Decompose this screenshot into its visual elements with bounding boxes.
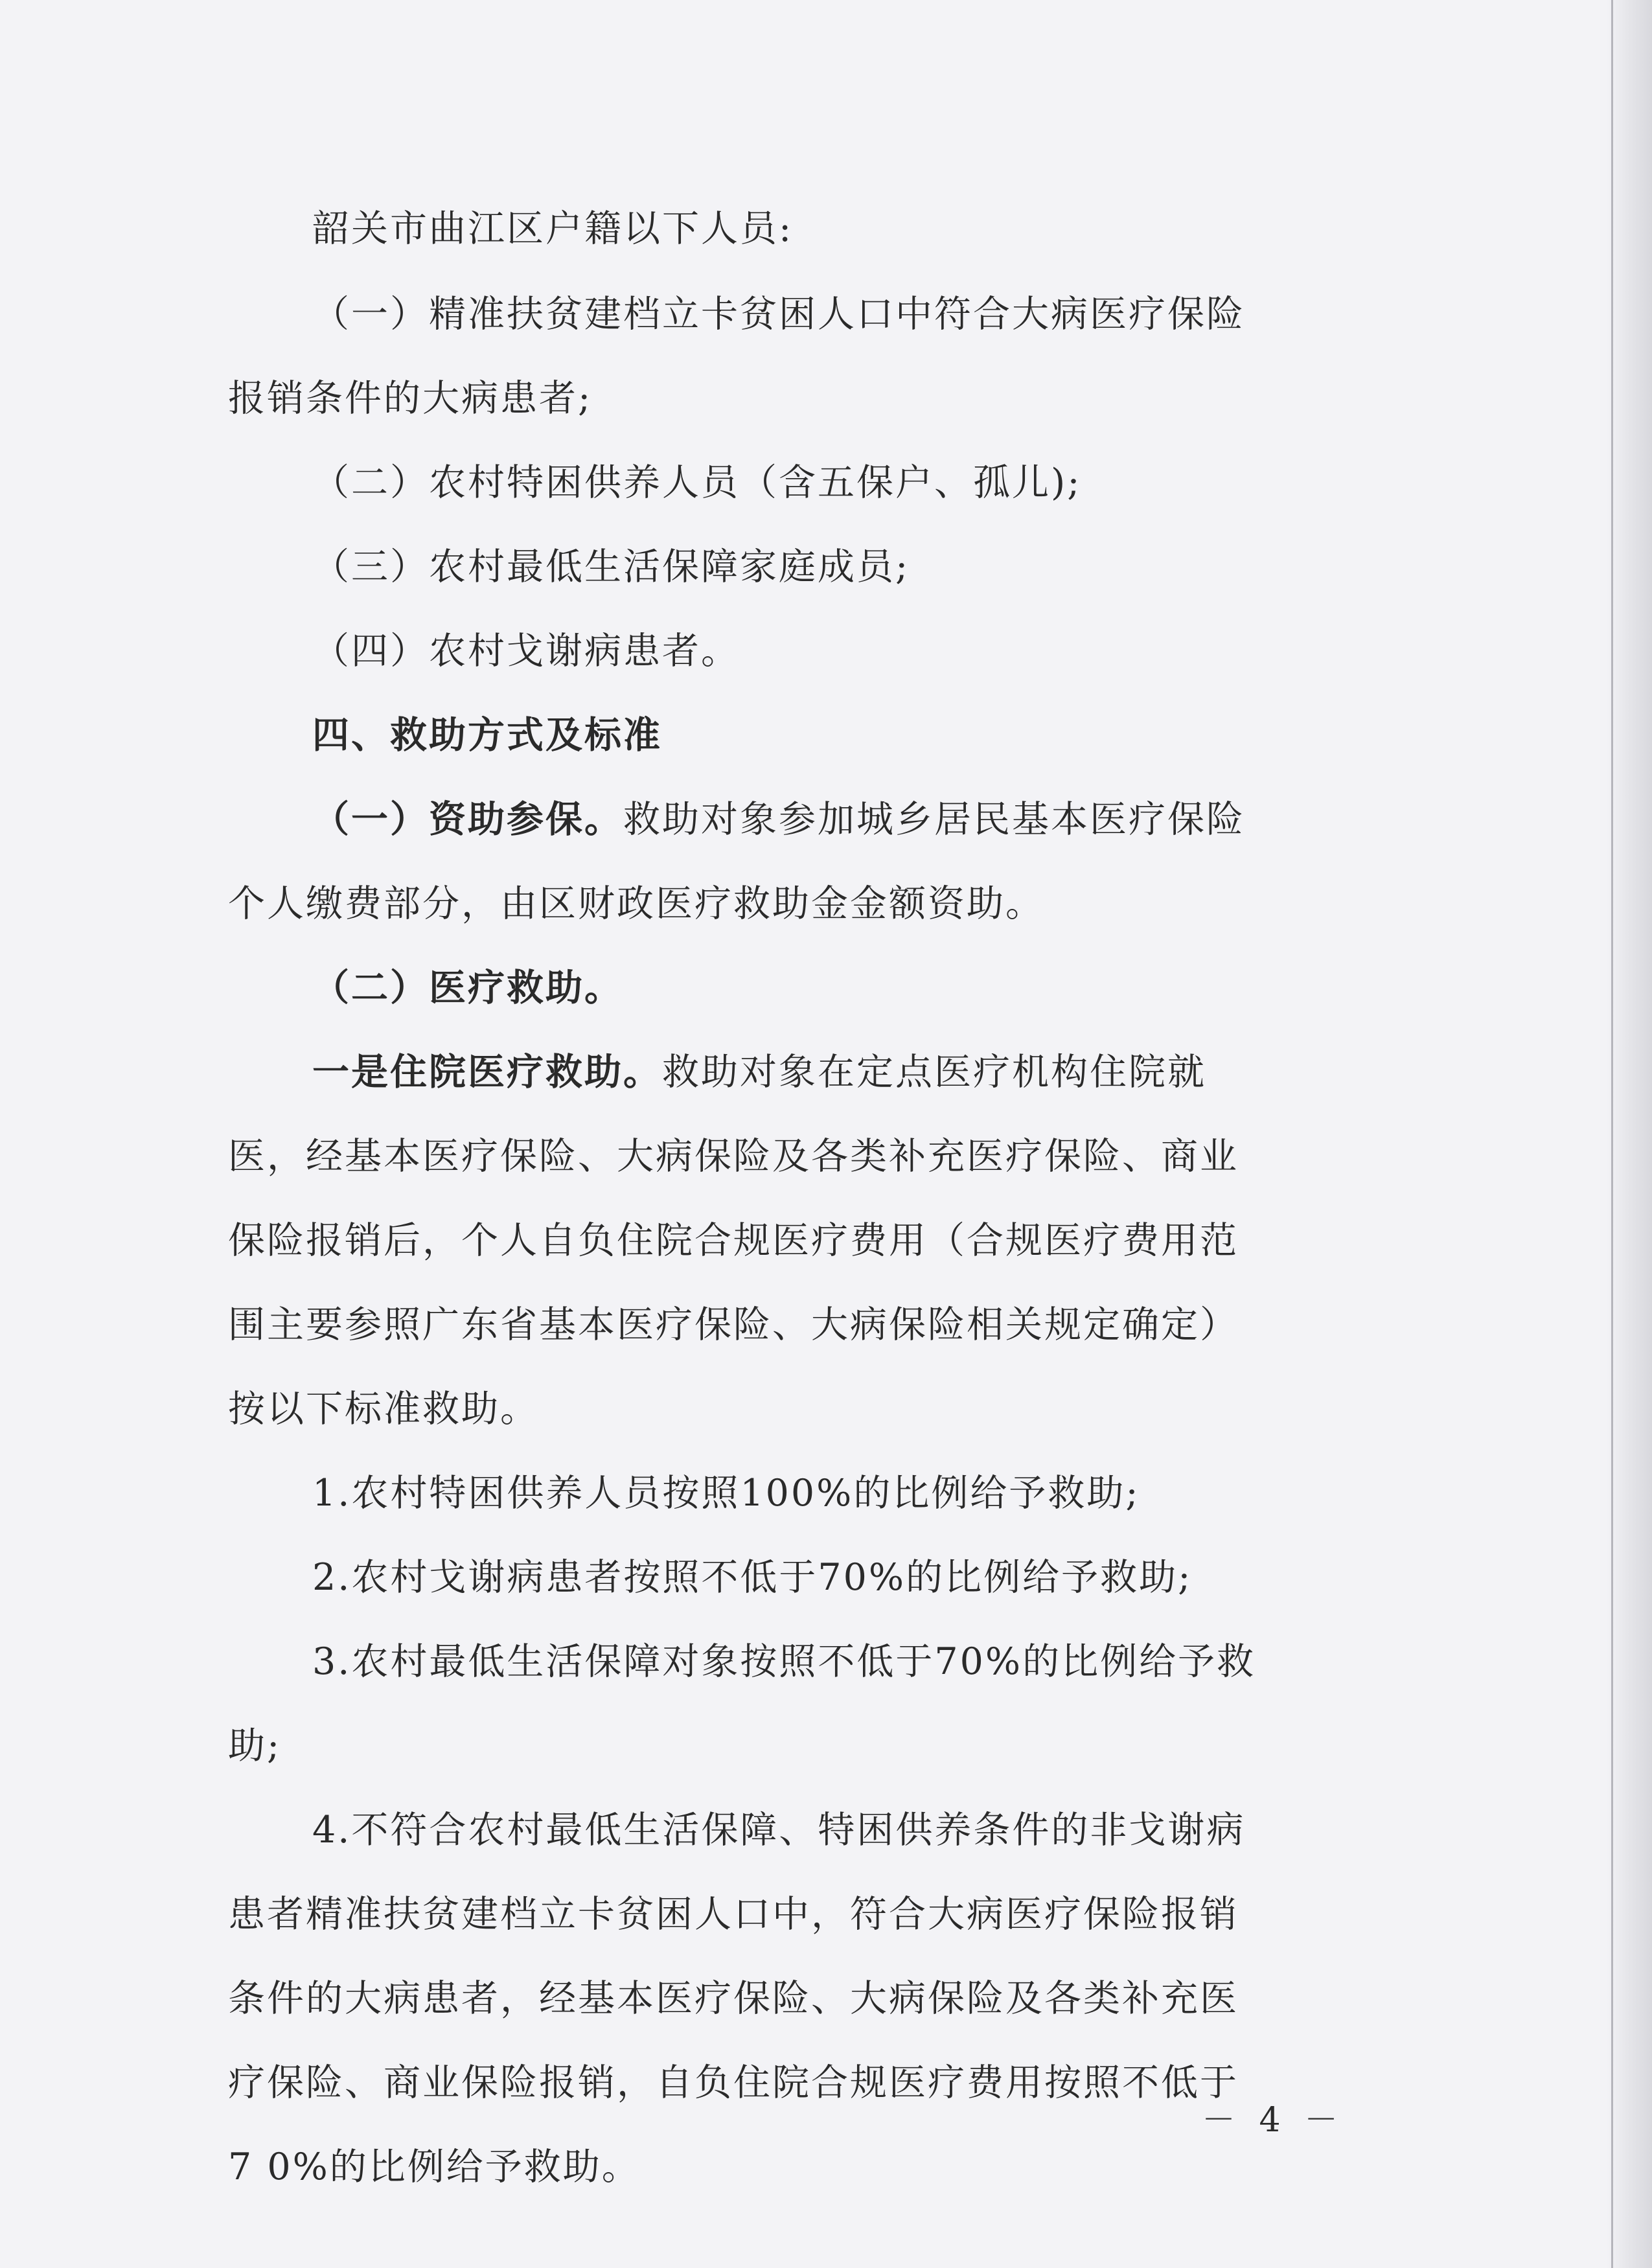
- text-line-item-2: （二）农村特困供养人员（含五保户、孤儿);: [312, 461, 1082, 504]
- text-line-intro: 韶关市曲江区户籍以下人员:: [312, 207, 794, 250]
- subsidy-heading: （一）资助参保。: [312, 798, 623, 841]
- text-line-standard-4-cont-1: 患者精准扶贫建档立卡贫困人口中，符合大病医疗保险报销: [228, 1893, 1239, 1936]
- text-line-item-3: （三）农村最低生活保障家庭成员;: [312, 545, 910, 588]
- subsidy-text: 救助对象参加城乡居民基本医疗保险: [623, 798, 1245, 841]
- scan-edge-line: [1611, 0, 1613, 2268]
- text-line-standard-4-cont-3: 疗保险、商业保险报销，自负住院合规医疗费用按照不低于: [228, 2061, 1239, 2104]
- subheading-medical-aid: （二）医疗救助。: [312, 967, 623, 1009]
- text-line-inpatient: [312, 1049, 1206, 1095]
- text-line-standard-3-cont: 助;: [228, 1724, 282, 1767]
- text-line-standard-4-cont-2: 条件的大病患者，经基本医疗保险、大病保险及各类补充医: [228, 1977, 1239, 2020]
- text-line-inpatient-cont-2: 保险报销后，个人自负住院合规医疗费用（合规医疗费用范: [228, 1219, 1239, 1262]
- text-line-standard-4-cont-4: 7 0%的比例给予救助。: [228, 2146, 641, 2188]
- text-line-standard-2: 2.农村戈谢病患者按照不低于70%的比例给予救助;: [312, 1556, 1193, 1599]
- text-line-item-4: （四）农村戈谢病患者。: [312, 630, 740, 672]
- page-number: － 4 －: [1202, 2101, 1345, 2140]
- text-line-inpatient-cont-3: 围主要参照广东省基本医疗保险、大病保险相关规定确定）: [228, 1303, 1239, 1346]
- scan-edge-shadow: [1607, 0, 1652, 2268]
- inpatient-heading: 一是住院医疗救助。: [312, 1051, 662, 1094]
- inpatient-text: 救助对象在定点医疗机构住院就: [662, 1051, 1206, 1094]
- text-line-standard-4: 4.不符合农村最低生活保障、特困供养条件的非戈谢病: [312, 1809, 1246, 1851]
- text-line-item-1-cont: 报销条件的大病患者;: [228, 377, 593, 420]
- section-heading-4: 四、救助方式及标准: [312, 714, 662, 757]
- text-line-item-1: （一）精准扶贫建档立卡贫困人口中符合大病医疗保险: [312, 293, 1245, 336]
- text-line-subsidy-cont: 个人缴费部分，由区财政医疗救助金金额资助。: [228, 882, 1044, 925]
- text-line-standard-3: 3.农村最低生活保障对象按照不低于70%的比例给予救: [312, 1640, 1256, 1683]
- text-line-subsidy: [312, 797, 1245, 842]
- text-line-inpatient-cont-4: 按以下标准救助。: [228, 1388, 539, 1430]
- text-line-inpatient-cont-1: 医，经基本医疗保险、大病保险及各类补充医疗保险、商业: [228, 1135, 1239, 1178]
- text-line-standard-1: 1.农村特困供养人员按照100%的比例给予救助;: [312, 1472, 1140, 1515]
